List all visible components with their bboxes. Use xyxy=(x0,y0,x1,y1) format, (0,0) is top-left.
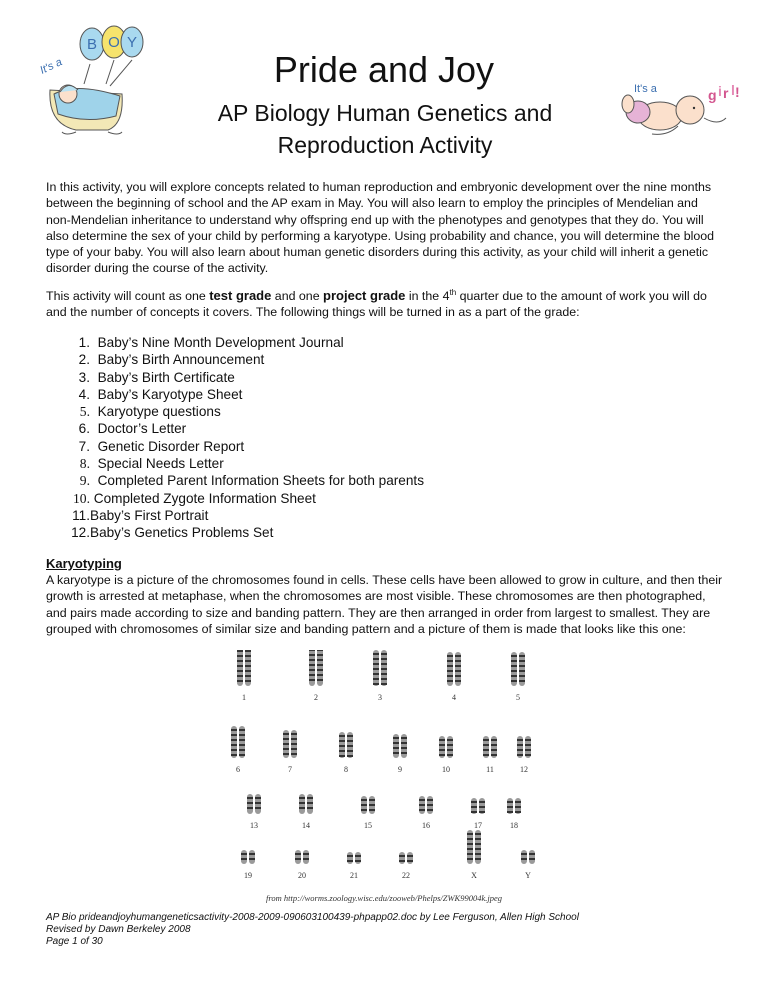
chromosome-pair xyxy=(467,830,481,864)
chromosome-label: 16 xyxy=(422,821,430,830)
chromosome-label: 21 xyxy=(350,871,358,880)
chromosome-label: 13 xyxy=(250,821,258,830)
chromosome-pair xyxy=(299,794,313,814)
grading-paragraph: This activity will count as one test grade and one project grade in the 4th quarter due to the amount of work you will do and the number of concepts it covers. The following things will be turned in as a part of the grade: xyxy=(46,287,707,320)
svg-text:g: g xyxy=(708,87,717,103)
svg-text:O: O xyxy=(108,34,120,51)
chromosome-label: 14 xyxy=(302,821,310,830)
chromosome-label: 20 xyxy=(298,871,306,880)
chromosome-label: 11 xyxy=(486,765,494,774)
chromosome-label: Y xyxy=(525,871,531,880)
chromosome-pair xyxy=(507,798,521,814)
chromosome-label: 15 xyxy=(364,821,372,830)
test-grade-label: test grade xyxy=(209,288,272,303)
chromosome-pair xyxy=(237,650,251,686)
chromosome-label: 7 xyxy=(288,765,292,774)
chromosome-pair xyxy=(231,726,245,758)
chromosome-pair xyxy=(393,734,407,758)
chromosome-label: 10 xyxy=(442,765,450,774)
list-item: 9. Completed Parent Information Sheets for both parents xyxy=(79,473,424,489)
list-item: 10. Completed Zygote Information Sheet xyxy=(73,490,316,506)
karyotyping-paragraph: A karyotype is a picture of the chromosomes found in cells. These cells have been allowed to grow in culture, and then their growth is arrested at metaphase, when the chromosomes are most visible. These chromosomes are then photographed, and pairs made according to size and banding pattern. They are then arranged in order from largest to smallest. They are grouped with chromosomes of similar size and banding pattern and a picture of them is made that looks like this one: xyxy=(46,573,723,636)
svg-text:!: ! xyxy=(735,84,740,100)
chromosome-pair xyxy=(241,850,255,864)
list-item: 5. Karyotype questions xyxy=(79,404,221,420)
chromosome-label: 3 xyxy=(378,693,382,702)
chromosome-pair xyxy=(517,736,531,758)
list-item: 6. Doctor’s Letter xyxy=(78,421,187,437)
list-item: 12. Baby’s Genetics Problems Set xyxy=(71,525,274,541)
list-item: 3. Baby’s Birth Certificate xyxy=(78,369,235,385)
svg-text:It's a: It's a xyxy=(38,56,65,77)
intro-paragraph: In this activity, you will explore concepts related to human reproduction and embryonic development over the nine months between the beginning of school and the AP exam in May. You will also learn to employ the principles of Mendelian and non-Mendelian inheritance to understand why offspring end up with the phenotypes and genotypes that they do. You will also determine the sex of your child by performing a karyotype. Using probability and chance, you will determine the blood type of your baby. You will also learn about human genetic disorders during this activity, as your child will inherit a genetic disorder during the course of the activity. xyxy=(46,180,715,276)
chromosome-label: 17 xyxy=(474,821,482,830)
chromosome-pair xyxy=(419,796,433,814)
chromosome-label: X xyxy=(471,871,477,880)
chromosome-pair xyxy=(347,852,361,864)
project-grade-label: project grade xyxy=(323,288,406,303)
footer-revision: Revised by Dawn Berkeley 2008 xyxy=(46,924,191,935)
chromosome-label: 19 xyxy=(244,871,252,880)
list-item: 4. Baby’s Karyotype Sheet xyxy=(78,386,243,402)
chromosome-pair xyxy=(447,652,461,686)
chromosome-label: 18 xyxy=(510,821,518,830)
chromosome-pair xyxy=(373,650,387,686)
chromosome-label: 22 xyxy=(402,871,410,880)
chromosome-pair xyxy=(295,850,309,864)
chromosome-label: 12 xyxy=(520,765,528,774)
page-subtitle: AP Biology Human Genetics and Reproduction Activity xyxy=(217,100,553,158)
footer-page-number: Page 1 of 30 xyxy=(46,936,103,947)
chromosome-label: 1 xyxy=(242,693,246,702)
list-item: 1. Baby’s Nine Month Development Journal xyxy=(78,335,344,350)
svg-text:It's a: It's a xyxy=(634,83,657,95)
chromosome-pair xyxy=(361,796,375,814)
svg-text:Y: Y xyxy=(126,34,138,51)
page-title: Pride and Joy xyxy=(273,49,495,90)
chromosome-label: 8 xyxy=(344,765,348,774)
chromosome-label: 4 xyxy=(452,693,456,702)
svg-text:r: r xyxy=(723,85,729,101)
chromosome-label: 6 xyxy=(236,765,240,774)
image-source-caption: from http://worms.zoology.wisc.edu/zooweb/Phelps/ZWK99004k.jpeg xyxy=(265,893,503,903)
footer-document-info: AP Bio prideandjoyhumangeneticsactivity-2008-2009-090603100439-phpapp02.doc by Lee Ferguson, Allen High School xyxy=(46,912,579,923)
svg-text:l: l xyxy=(731,82,735,98)
chromosome-pair xyxy=(309,650,323,686)
svg-text:i: i xyxy=(718,83,722,99)
chromosome-pair xyxy=(399,852,413,864)
karyotyping-heading: Karyotyping xyxy=(46,556,122,571)
chromosome-pair xyxy=(511,652,525,686)
chromosome-pair xyxy=(247,794,261,814)
list-item: 8. Special Needs Letter xyxy=(79,456,224,472)
chromosome-label: 2 xyxy=(314,693,318,702)
chromosome-pair xyxy=(521,850,535,864)
svg-text:B: B xyxy=(86,36,98,53)
chromosome-pair xyxy=(283,730,297,758)
deliverables-list xyxy=(68,334,424,542)
chromosome-label: 9 xyxy=(398,765,402,774)
chromosome-label: 5 xyxy=(516,693,520,702)
list-item: 11. Baby’s First Portrait xyxy=(72,507,209,523)
chromosome-pair xyxy=(439,736,453,758)
chromosome-pair xyxy=(471,798,485,814)
chromosome-pair xyxy=(339,732,353,758)
list-item: 2. Baby’s Birth Announcement xyxy=(78,352,265,368)
karyotype-image xyxy=(222,650,548,890)
chromosome-pair xyxy=(483,736,497,758)
list-item: 7. Genetic Disorder Report xyxy=(78,438,245,454)
